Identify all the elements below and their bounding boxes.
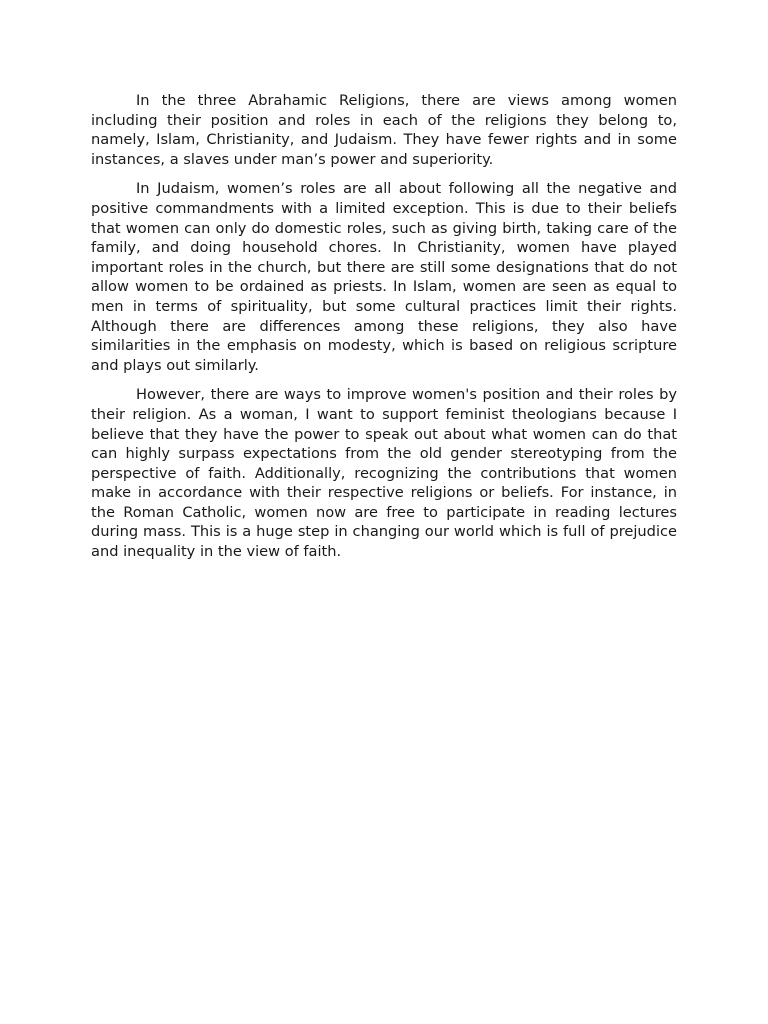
paragraph-3: However, there are ways to improve women's position and their roles by their religion. As a woman, I want to support feminist theologians because I believe that they have the power to speak out about what women can do that can highly surpass expectations from the old gender stereotyping from the perspective of faith. Additionally, recognizing the contributions that women make in accordance with their respective religions or beliefs. For instance, in the Roman Catholic, women now are free to participate in reading lectures during mass. This is a huge step in changing our world which is full of prejudice and inequality in the view of faith. xyxy=(91,386,677,561)
paragraph-2: In Judaism, women’s roles are all about following all the negative and positive commandments with a limited exception. This is due to their beliefs that women can only do domestic roles, such as giving birth, taking care of the family, and doing household chores. In Christianity, women have played important roles in the church, but there are still some designations that do not allow women to be ordained as priests. In Islam, women are seen as equal to men in terms of spirituality, but some cultural practices limit their rights. Although there are differences among these religions, they also have similarities in the emphasis on modesty, which is based on religious scripture and plays out similarly. xyxy=(91,180,677,374)
paragraph-1: In the three Abrahamic Religions, there are views among women including their position and roles in each of the religions they belong to, namely, Islam, Christianity, and Judaism. They have fewer rights and in some instances, a slaves under man’s power and superiority. xyxy=(91,92,677,168)
document-body xyxy=(91,91,677,572)
